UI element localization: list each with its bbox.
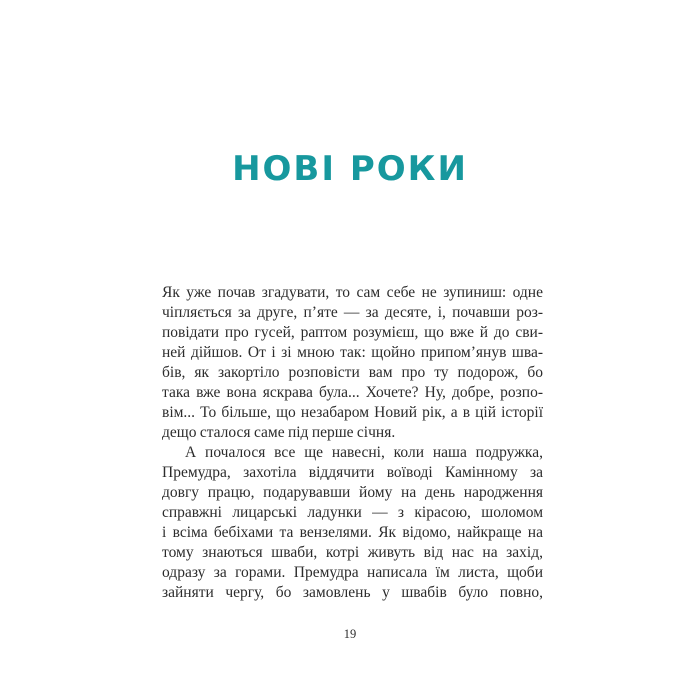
text-line: бів, як закортіло розповісти вам про ту подорож, бо <box>162 364 543 381</box>
text-line: справжні лицарські ладунки — з кірасою, шоломом <box>162 504 543 521</box>
text-line: ней дійшов. От і зі мною так: щойно припом’янув шва- <box>162 344 543 361</box>
chapter-title: НОВІ РОКИ <box>232 149 468 189</box>
text-line: Як уже почав згадувати, то сам себе не зупиниш: одне <box>162 284 543 301</box>
text-line: довгу працю, подарувавши йому на день народження <box>162 484 543 501</box>
text-line: тому знаються шваби, котрі живуть від нас на захід, <box>162 544 543 561</box>
page-number: 19 <box>343 627 357 641</box>
text-line: одразу за горами. Премудра написала їм листа, щоби <box>162 564 543 581</box>
text-line: А почалося все ще навесні, коли наша подружка, <box>185 444 543 461</box>
text-line: і всіма бебіхами та вензелями. Як відомо, найкраще на <box>162 524 543 541</box>
body-text <box>162 283 543 603</box>
text-line: вім... То більше, що незабаром Новий рік, а в цій історії <box>162 404 543 421</box>
text-line: повідати про гусей, раптом розумієш, що вже й до сви- <box>162 324 543 341</box>
text-line: Премудра, захотіла віддячити воїводі Камінному за <box>162 464 543 481</box>
text-line: зайняти чергу, бо замовлень у швабів було повно, <box>162 584 543 601</box>
text-line: дещо сталося саме під перше січня. <box>162 424 396 441</box>
text-line: чіпляється за друге, п’яте — за десяте, і, почавши роз- <box>162 304 543 321</box>
text-line: така вже вона яскрава була... Хочете? Ну, добре, розпо- <box>162 384 543 401</box>
